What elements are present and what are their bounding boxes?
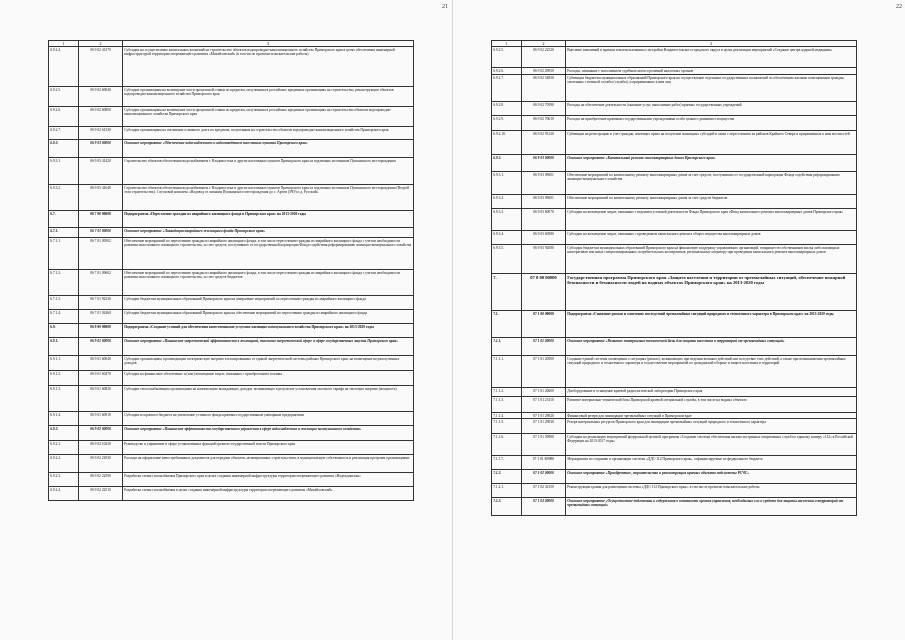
table-row — [49, 87, 414, 107]
code-cell: 06 9 02 22520 — [522, 47, 566, 68]
page-number: 22 — [896, 4, 902, 10]
row-number-cell: 6.9.3.4. — [492, 231, 522, 245]
row-number-cell: 6.9.2.3. — [49, 473, 79, 487]
row-number-cell: 6.9.3.2. — [49, 185, 79, 211]
table-row — [492, 195, 857, 209]
table-row — [492, 388, 857, 397]
row-number-cell: 7. — [492, 274, 522, 311]
description-cell: Субсидии на возмещение затрат, связанных с ведением уставной деятельности Фонда Приморского края «Фонд капитального ремонта многоквартирных домов Приморского края» — [566, 209, 857, 231]
table-row — [492, 311, 857, 338]
description-cell: Субсидии бюджетам муниципальных образований Приморского края на завершение мероприятий по переселению граждан из аварийного жилищного фонда — [123, 296, 414, 310]
row-number-cell: 6.9.1.2. — [49, 371, 79, 386]
row-number-cell: 6.9.2.8. — [492, 102, 522, 116]
description-cell: Обеспечение мероприятий по переселению граждан из аварийного жилищного фонда, в том числе переселению граждан из аварийного жилищного фонда с учетом необходимости развития малоэтажного жилищного строительства, за счет средств, поступивших от государственной корпорации Фонда содействия реформированию жилищно-коммунального хозяйства — [123, 238, 414, 270]
row-number-cell: 7.1. — [492, 311, 522, 338]
code-cell: 06 9 02 41370 — [79, 47, 123, 87]
code-cell: 06 9 01 60910 — [79, 412, 123, 426]
description-cell: Строительство объектов обеспечения водоснабжением г. Владивостока и других населенных пунктов Приморского края из подземных источников Пушкинского месторождения (Второй этап строительства). 1 пусковой комплекс «Водовод от скважин Пушкинского месторождения до с. Артем (ЗЧЭ) и д. Русский» — [123, 185, 414, 211]
code-cell: 07 1 01 50980 — [522, 434, 566, 456]
table-row — [492, 131, 857, 155]
row-number-cell: 6.9.2.1. — [49, 441, 79, 455]
description-cell: Основное мероприятие «Ликвидация аварийного жилищного фонда Приморского края» — [123, 228, 414, 238]
code-cell: 06 9 02 60800 — [79, 107, 123, 127]
description-cell: Субвенции бюджетам муниципальных образований Приморского края на осуществление отдельных государственных полномочий по обеспечению жилыми помещениями граждан, уволенных с военной службы (службы), и приравненных к ним лиц — [566, 75, 857, 102]
row-number-cell: 6.9.2.9. — [492, 116, 522, 131]
code-cell: 06 7 01 92460 — [79, 310, 123, 324]
description-cell: Разработка схемы газоснабжения в целях создания инженерной инфраструктуры территории опережающего развития «Михайловский» — [123, 487, 414, 501]
table-row — [49, 238, 414, 270]
description-cell: Основное мероприятие «Повышение энергетической эффективности в жилищной, топливно-энергетической сфере и сфере государственных закупок Приморского края» — [123, 338, 414, 356]
row-number-cell: 6.9.3.5. — [492, 245, 522, 274]
table-row — [49, 371, 414, 386]
header-cell: 3 — [566, 41, 857, 47]
description-cell: Основное мероприятие «Приобретение, строительство и реконструкция краевых объектов подсистемы РСЧС» — [566, 470, 857, 484]
code-cell: 07 1 01 23110 — [522, 397, 566, 413]
table-row — [49, 473, 414, 487]
code-cell: 06 9 02 22500 — [79, 473, 123, 487]
table-row — [49, 310, 414, 324]
table-row — [492, 155, 857, 172]
code-cell: 06 9 01 60040 — [79, 356, 123, 371]
code-cell: 06 9 03 60070 — [522, 209, 566, 231]
row-number-cell: 7.1.1.5. — [492, 419, 522, 434]
row-number-cell: 7.1.1.6. — [492, 434, 522, 456]
header-cell: 1 — [492, 41, 522, 47]
row-number-cell: 7.1.3. — [492, 498, 522, 516]
table-row — [492, 498, 857, 516]
table-row — [492, 356, 857, 388]
code-cell: 07 1 01 00000 — [522, 338, 566, 356]
description-cell: Обеспечение мероприятий по капитальному ремонту многоквартирных домов за счет средств бюджетов — [566, 195, 857, 209]
table-row — [49, 107, 414, 127]
description-cell: Строительство объектов обеспечения водоснабжением г. Владивостока и других населенных пунктов Приморского края из подземных источников Пушкинского месторождения — [123, 158, 414, 185]
code-cell: 06 9 02 54850 — [522, 75, 566, 102]
row-number-cell: 7.1.1.3. — [492, 397, 522, 413]
description-cell: Разработка схемы газоснабжения Приморского края в целях создания инженерной инфраструктуры территории опережающего развития «Надеждинская» — [123, 473, 414, 487]
description-cell: Основное мероприятие «Капитальный ремонт многоквартирных домов Приморского края» — [566, 155, 857, 172]
table-row — [492, 231, 857, 245]
row-number-cell: 6.9.2.4. — [49, 47, 79, 87]
table-row — [492, 209, 857, 231]
row-number-cell: 6.9.3. — [492, 155, 522, 172]
description-cell: Основное мероприятие «Развитие материально-технической базы для защиты населения и территорий от чрезвычайных ситуаций» — [566, 338, 857, 356]
row-number-cell: 6.9.2.5. — [492, 47, 522, 68]
header-cell: 2 — [522, 41, 566, 47]
description-cell: Субсидии на финансовое обеспечение и (или) возмещение затрат, связанных с приобретением топлива — [123, 371, 414, 386]
description-cell: Субсидии бюджетам муниципальных образований Приморского края на финансовую поддержку управляющих организаций, товариществ собственников жилья либо жилищных кооперативов или иных специализированных потребительских кооперативов, региональному оператору при проведении капитального ремонта многоквартирных домов — [566, 245, 857, 274]
table-row — [49, 211, 414, 228]
table-row — [492, 47, 857, 68]
row-number-cell: 7.1.1.7. — [492, 456, 522, 470]
code-cell: 06 9 02 61330 — [79, 127, 123, 140]
table-row — [49, 426, 414, 441]
table-row — [492, 470, 857, 484]
code-cell: 06 9 03 92080 — [522, 245, 566, 274]
table-row — [49, 324, 414, 338]
table-row — [492, 68, 857, 75]
code-cell: 07 1 01 29020 — [522, 413, 566, 419]
description-cell: Основное мероприятие «Обеспечение водоснабжением и водоотведением населенных пунктов Приморского края» — [123, 140, 414, 158]
table-row — [49, 228, 414, 238]
row-number-cell: 6.9.2.6. — [49, 107, 79, 127]
code-cell: 07 1 01 29030 — [522, 419, 566, 434]
description-cell: Финансовый резерв для ликвидации чрезвычайных ситуаций в Приморском крае — [566, 413, 857, 419]
code-cell: 07 0 00 00000 — [522, 274, 566, 311]
description-cell: Реконструкция здания для размещения системы «ДДС-112 Приморского края», в том числе проектно-изыскательские работы — [566, 484, 857, 498]
code-cell: 07 1 01 20600 — [522, 388, 566, 397]
code-cell: 06 7 01 00000 — [79, 228, 123, 238]
row-number-cell: 6.9.3. — [49, 140, 79, 158]
row-number-cell: 6.9.1.4. — [49, 412, 79, 426]
table-row — [49, 455, 414, 473]
table-row — [492, 75, 857, 102]
description-cell: Субсидии организациям, производящим электрическую энергию в изолированных от единой энергетической системы районах Приморского края, на возмещение недополученных доходов — [123, 356, 414, 371]
row-number-cell: 6.9.2. — [49, 426, 79, 441]
row-number-cell: 6.9.2.10. — [492, 131, 522, 155]
description-cell: Субсидии на осуществление капитальных вложений на строительство объектов водопроводно-канализационного хозяйства Приморского края в целях обеспечения инженерной инфраструктурой территории опережающего развития «Михайловский» (в том числе проектно-изыскательские работы) — [123, 47, 414, 87]
code-cell: 06 7 00 00000 — [79, 211, 123, 228]
code-cell: 06 9 02 00000 — [79, 426, 123, 441]
description-cell: Дооборудование и оснащение краевой радиологической лаборатории Приморского края — [566, 388, 857, 397]
code-cell: 06 9 01 60470 — [79, 371, 123, 386]
code-cell: 07 1 01 20500 — [522, 356, 566, 388]
code-table — [491, 40, 857, 516]
table-row — [492, 245, 857, 274]
table-row — [49, 386, 414, 412]
code-cell: 07 1 03 00000 — [522, 498, 566, 516]
row-number-cell: 6.9.2.6. — [492, 68, 522, 75]
row-number-cell: 6.9. — [49, 324, 79, 338]
code-cell: 06 7 01 92330 — [79, 296, 123, 310]
description-cell: Субсидии организациям на возмещение части процентной ставки по кредитам, полученным в российских кредитных организациях на строительство объектов водопроводно-канализационного хозяйства Приморского края — [123, 107, 414, 127]
description-cell: Внесение изменений в правила землепользования и застройки Владивостокского городского округа в целях реализации мероприятий «Создание центра ядерной медицины» — [566, 47, 857, 68]
description-cell: Обеспечение мероприятий по капитальному ремонту многоквартирных домов за счет средств, поступивших от государственной корпорации Фонда содействия реформированию жилищно-коммунального хозяйства — [566, 172, 857, 195]
table-row — [492, 434, 857, 456]
table-row — [492, 172, 857, 195]
code-cell: 06 7 01 09502 — [79, 238, 123, 270]
row-number-cell: 6.9.3.1. — [492, 172, 522, 195]
table-row — [49, 338, 414, 356]
code-cell: 07 1 02 00000 — [522, 470, 566, 484]
description-cell: Субсидии организациям на погашение основного долга по кредитам, полученным на строительство объектов водопроводно-канализационного хозяйства Приморского края — [123, 127, 414, 140]
table-row — [49, 127, 414, 140]
code-cell: 06 7 01 09602 — [79, 270, 123, 296]
code-cell: 06 9 03 09601 — [522, 195, 566, 209]
table-row — [49, 185, 414, 211]
row-number-cell: 6.9.1. — [49, 338, 79, 356]
table-row — [49, 487, 414, 501]
code-cell: 06 9 02 22510 — [79, 487, 123, 501]
code-cell: 06 9 03 00000 — [79, 140, 123, 158]
code-cell: 06 9 02 21830 — [79, 455, 123, 473]
table-row — [492, 456, 857, 470]
row-number-cell: 6.7.1.2. — [49, 270, 79, 296]
table-row — [492, 484, 857, 498]
header-cell: 2 — [79, 41, 123, 47]
description-cell: Подпрограмма «Создание условий для обеспечения качественными услугами жилищно-коммунального хозяйства Приморского края» на 2013-2020 годы — [123, 324, 414, 338]
table-row — [49, 296, 414, 310]
description-cell: Расходы на обеспечение деятельности (оказание услуг, выполнение работ) краевых государственных учреждений — [566, 102, 857, 116]
row-number-cell: 6.7.1. — [49, 228, 79, 238]
table-body — [492, 41, 857, 516]
table-row — [492, 419, 857, 434]
code-cell: 06 9 02 60040 — [79, 87, 123, 107]
left-page — [0, 0, 452, 640]
description-cell: Создание единой системы оповещения о ситуациях (рисках), возникающих при ведении военных действий или вследствие этих действий, а также при возникновении чрезвычайных ситуаций природного и техногенного характера и осуществление мероприятий по гражданской обороне и защите населения и территорий — [566, 356, 857, 388]
table-row — [49, 158, 414, 185]
description-cell: Основное мероприятие «Осуществление подготовки и содержания в готовности органов управления, необходимых сил и средств для защиты населения и территорий от чрезвычайных ситуаций» — [566, 498, 857, 516]
code-cell: 07 1 02 41350 — [522, 484, 566, 498]
code-cell: 06 9 03 60580 — [522, 231, 566, 245]
row-number-cell: 6.7. — [49, 211, 79, 228]
description-cell: Расходы на приобретение краевыми государственными учреждениями особо ценного движимого имущества — [566, 116, 857, 131]
description-cell: Субвенции на регистрацию и учет граждан, имеющих право на получение жилищных субсидий в связи с переселением из районов Крайнего Севера и приравненных к ним местностей — [566, 131, 857, 155]
table-row — [492, 397, 857, 413]
description-cell: Субсидии на возмещение затрат, связанных с проведением капитального ремонта общего имущества многоквартирных домов — [566, 231, 857, 245]
row-number-cell: 6.9.1.3. — [49, 386, 79, 412]
header-cell: 1 — [49, 41, 79, 47]
description-cell: Государственная программа Приморского края «Защита населения и территории от чрезвычайных ситуаций, обеспечение пожарной безопасности и безопасности людей на водных объектах Приморского края» на 2013-2020 годы — [566, 274, 857, 311]
description-cell: Субсидии организациям на возмещение части процентной ставки по кредитам, полученным в российских кредитных организациях на строительство, реконструкцию объектов водопроводно-канализационного хозяйства Приморского края — [123, 87, 414, 107]
row-number-cell: 6.9.2.5. — [49, 87, 79, 107]
description-cell: Мероприятия по созданию и организации системы «ДДС-112 Приморского края», софинансируемые из федерального бюджета — [566, 456, 857, 470]
code-cell: 07 1 00 00000 — [522, 311, 566, 338]
row-number-cell: 6.9.1.1. — [49, 356, 79, 371]
code-table — [48, 40, 414, 501]
page-number: 21 — [442, 4, 448, 10]
description-cell: Развитие материально-технической базы Приморской краевой специальной службы, в том числе на водных объектах — [566, 397, 857, 413]
description-cell: Основное мероприятие «Повышение эффективности государственного управления в сфере водоснабжения и жилищно-коммунального хозяйства» — [123, 426, 414, 441]
row-number-cell: 6.7.1.1. — [49, 238, 79, 270]
code-cell: 06 9 01 00000 — [79, 338, 123, 356]
table-row — [49, 356, 414, 371]
description-cell: Расходы на оформление невостребованных документов для передачи объектов, незавершенных строительством, в муниципальную собственность и реализация программ организациями — [123, 455, 414, 473]
table-row — [49, 412, 414, 426]
table-row — [49, 47, 414, 87]
code-cell: 06 9 02 93120 — [522, 131, 566, 155]
description-cell: Руководство и управление в сфере установленных функций органов государственной власти Приморского края — [123, 441, 414, 455]
table-row — [492, 116, 857, 131]
row-number-cell: 6.9.3.2. — [492, 195, 522, 209]
row-number-cell: 7.1.1.1. — [492, 356, 522, 388]
right-page — [452, 0, 905, 640]
code-cell: 06 9 02 29050 — [522, 68, 566, 75]
code-cell: 07 1 01 R0980 — [522, 456, 566, 470]
row-number-cell: 7.1.2.1. — [492, 484, 522, 498]
table-row — [492, 274, 857, 311]
description-cell: Обеспечение мероприятий по переселению граждан из аварийного жилищного фонда, в том числе переселению граждан из аварийного жилищного фонда с учетом необходимости развития малоэтажного жилищного строительства, за счет средств бюджетов — [123, 270, 414, 296]
code-cell: 06 9 02 10230 — [79, 441, 123, 455]
description-cell: Расходы, связанные с исполнением судебных актов и решений налоговых органов — [566, 68, 857, 75]
row-number-cell: 6.9.2.7. — [492, 75, 522, 102]
code-cell: 06 9 03 09601 — [522, 172, 566, 195]
table-row — [492, 338, 857, 356]
code-cell: 06 9 03 41640 — [79, 185, 123, 211]
description-cell: Субсидии теплоснабжающим организациям на компенсацию выпадающих доходов, возникающих в результате установления льготного тарифа на тепловую энергию (мощность) — [123, 386, 414, 412]
description-cell: Подпрограмма «Снижение рисков и смягчение последствий чрезвычайных ситуаций природного и техногенного характера в Приморском крае» на 2013-2020 годы — [566, 311, 857, 338]
description-cell: Субсидии из краевого бюджета на увеличение уставного фонда краевым государственным унитарным предприятиям — [123, 412, 414, 426]
row-number-cell: 6.9.2.7. — [49, 127, 79, 140]
table-row — [49, 140, 414, 158]
code-cell: 06 9 02 70610 — [522, 116, 566, 131]
table-row — [49, 441, 414, 455]
row-number-cell: 7.1.1.4. — [492, 413, 522, 419]
row-number-cell: 6.9.2.4. — [49, 487, 79, 501]
code-cell: 06 9 02 70590 — [522, 102, 566, 116]
description-cell: Субсидии на реализацию мероприятий федеральной целевой программы «Создание системы обеспечения вызова экстренных оперативных служб по единому номеру «112» в Российской Федерации на 2013-2017 годы» — [566, 434, 857, 456]
row-number-cell: 6.9.3.3. — [492, 209, 522, 231]
table-row — [492, 102, 857, 116]
row-number-cell: 7.1.2. — [492, 470, 522, 484]
row-number-cell: 6.7.1.3. — [49, 296, 79, 310]
row-number-cell: 6.9.2.2. — [49, 455, 79, 473]
code-cell: 06 9 01 60820 — [79, 386, 123, 412]
row-number-cell: 6.9.3.1. — [49, 158, 79, 185]
table-body — [49, 41, 414, 501]
code-cell: 06 9 03 00000 — [522, 155, 566, 172]
description-cell: Субсидии бюджетам муниципальных образований Приморского края на обеспечение мероприятий по переселению граждан из аварийного жилищного фонда — [123, 310, 414, 324]
row-number-cell: 7.1.1.2. — [492, 388, 522, 397]
description-cell: Подпрограмма «Переселение граждан из аварийного жилищного фонда в Приморском крае» на 2013-2020 годы — [123, 211, 414, 228]
description-cell: Резерв материальных ресурсов Приморского края для ликвидации чрезвычайных ситуаций природного и техногенного характера — [566, 419, 857, 434]
row-number-cell: 7.1.1. — [492, 338, 522, 356]
code-cell: 06 9 00 00000 — [79, 324, 123, 338]
row-number-cell: 6.7.1.4. — [49, 310, 79, 324]
code-cell: 06 9 03 41420 — [79, 158, 123, 185]
header-cell: 3 — [123, 41, 414, 47]
table-row — [49, 270, 414, 296]
